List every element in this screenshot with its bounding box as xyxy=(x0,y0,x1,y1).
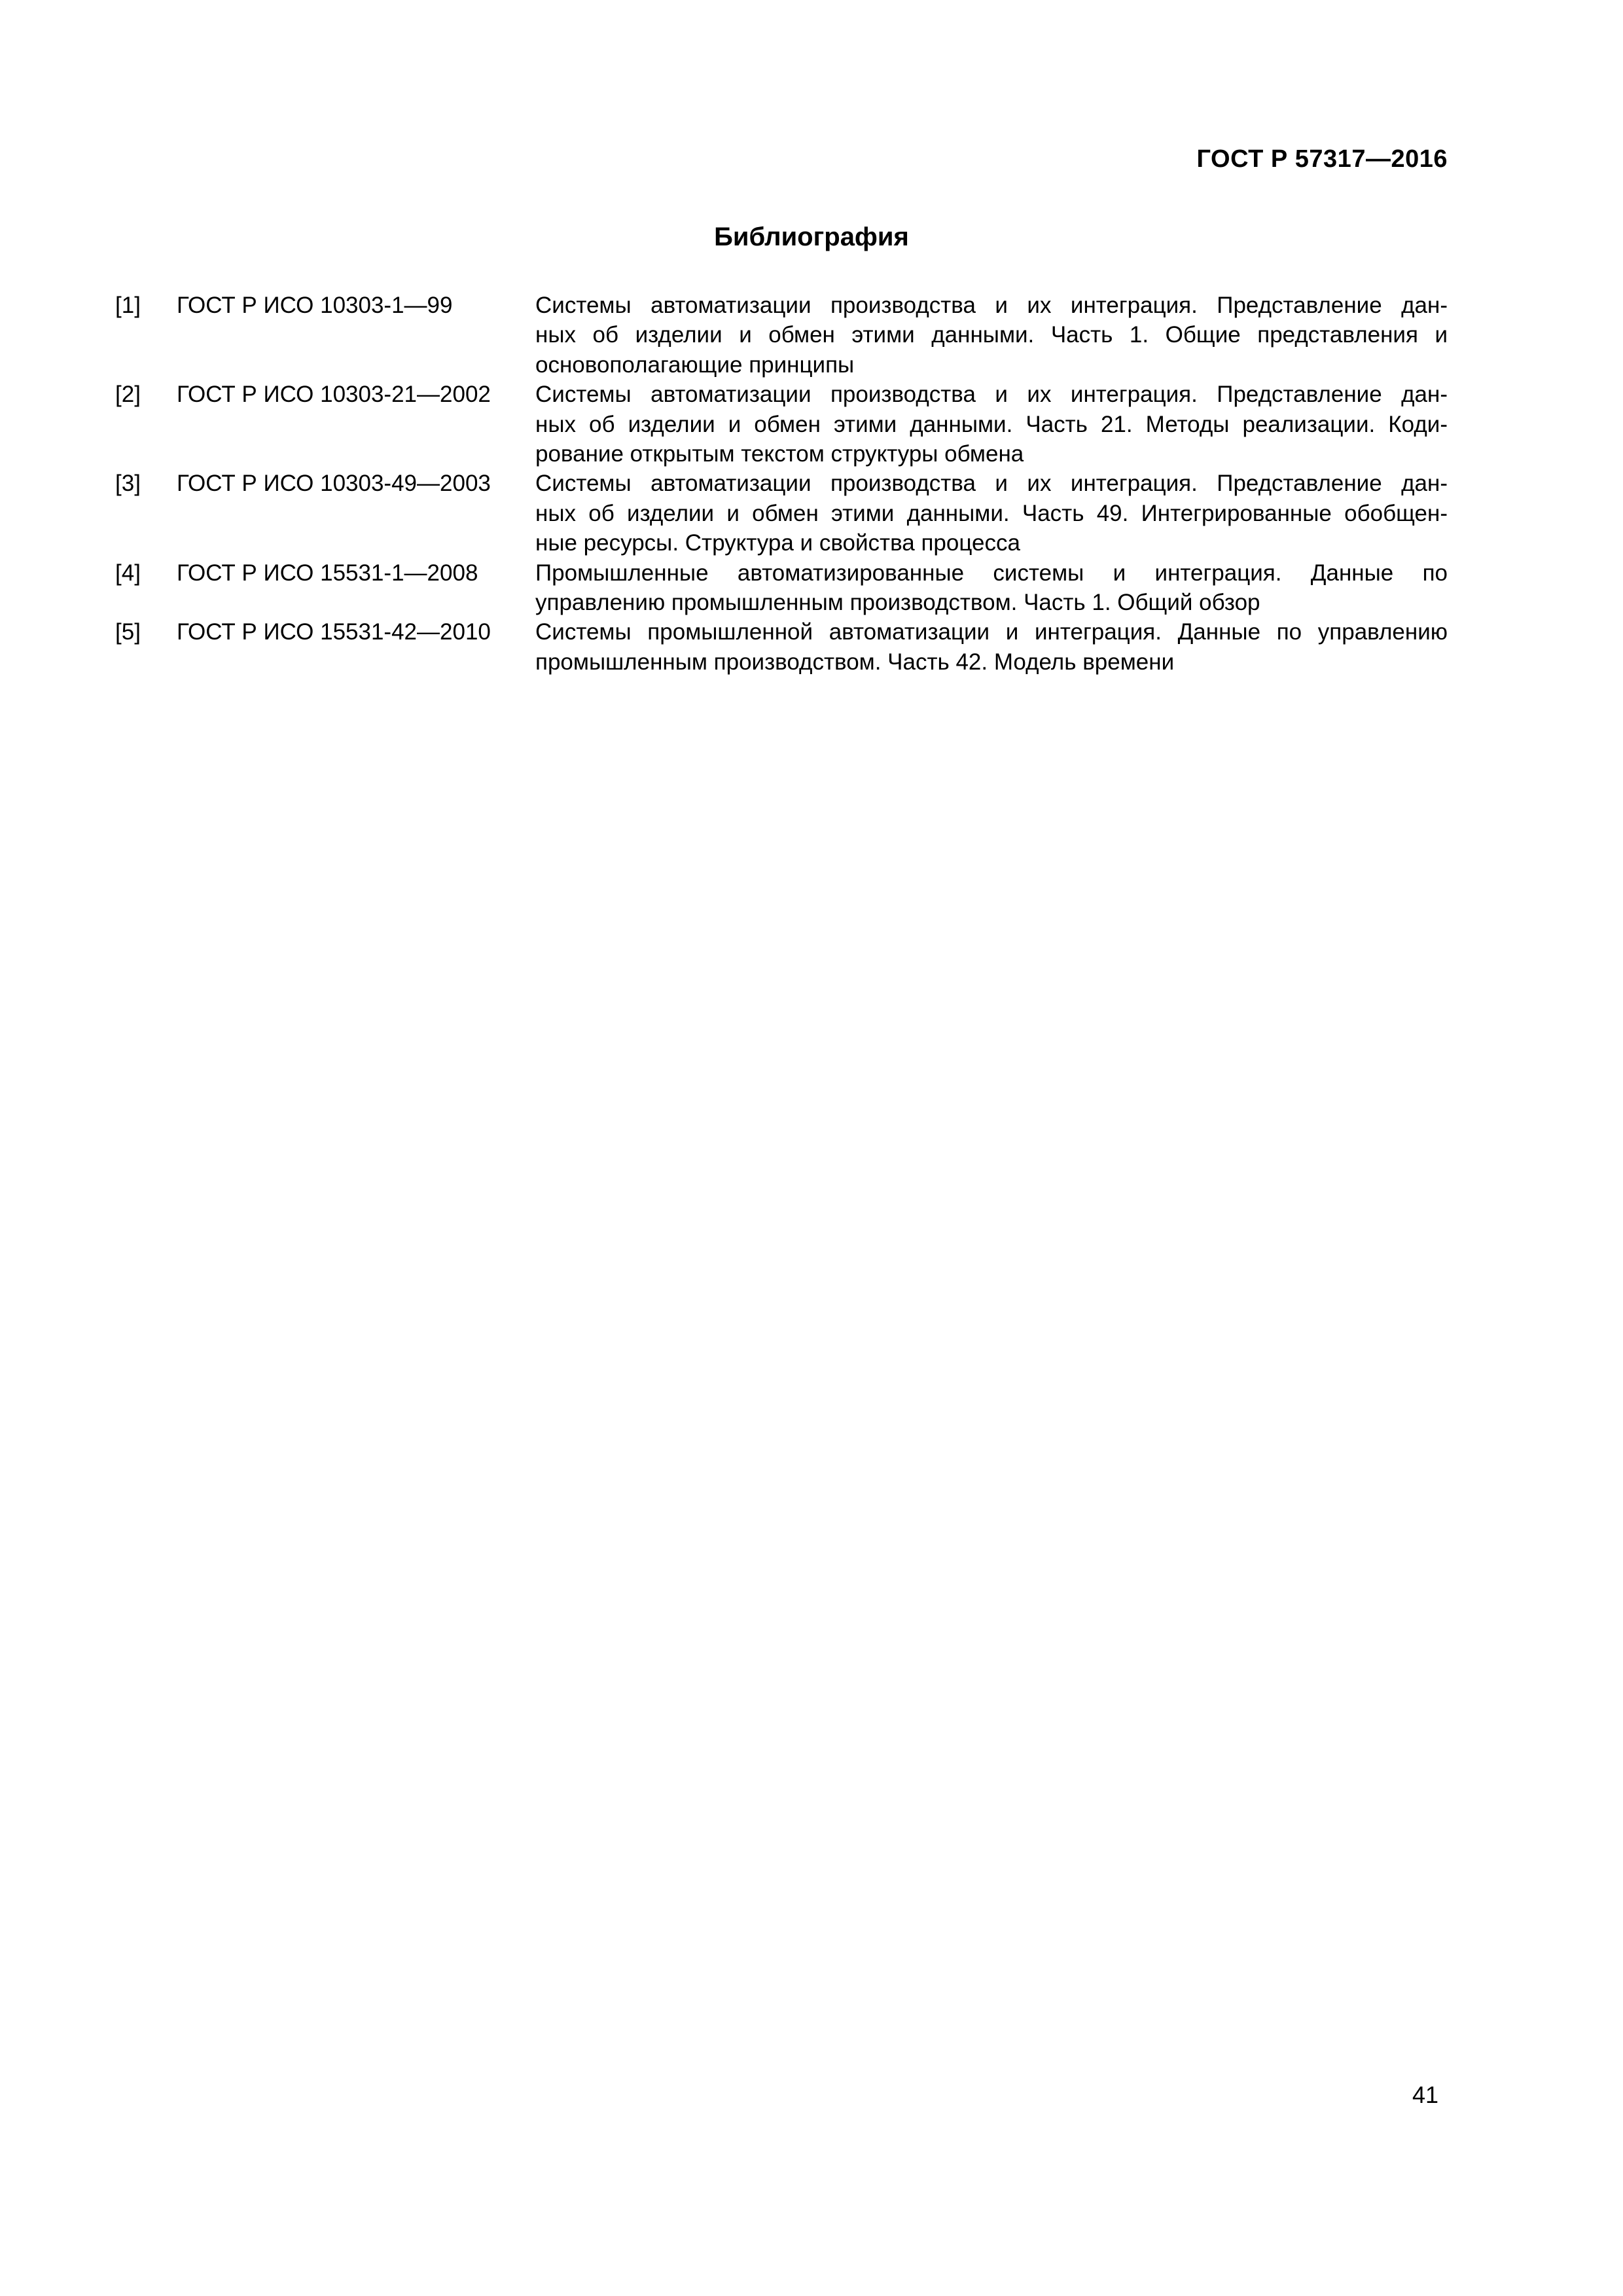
entry-number: [4] xyxy=(115,560,141,586)
entry-title xyxy=(535,380,1448,469)
entry-title-line: Промышленные автоматизированные системы и интеграция. Данные по xyxy=(535,560,1448,586)
entry-standard-code: ГОСТ Р ИСО 10303-49—2003 xyxy=(177,471,491,497)
entry-title xyxy=(535,617,1448,677)
page-title: Библиография xyxy=(714,223,909,251)
bibliography-entry xyxy=(115,558,1448,618)
entry-number: [1] xyxy=(115,293,141,318)
entry-title-line: ных об изделии и обмен этими данными. Часть 49. Интегрированные обобщен- xyxy=(535,500,1448,526)
bibliography-list xyxy=(115,291,1448,677)
entry-number: [5] xyxy=(115,619,141,645)
page-number: 41 xyxy=(1412,2081,1438,2108)
entry-number: [2] xyxy=(115,382,141,408)
entry-title-line: Системы промышленной автоматизации и интеграция. Данные по управлению xyxy=(535,619,1448,645)
entry-title-line: Системы автоматизации производства и их интеграция. Представление дан- xyxy=(535,293,1448,318)
document-header-standard-id: ГОСТ Р 57317—2016 xyxy=(1196,145,1448,173)
bibliography-entry xyxy=(115,469,1448,558)
entry-standard-code: ГОСТ Р ИСО 10303-21—2002 xyxy=(177,382,491,408)
entry-title-line: Системы автоматизации производства и их интеграция. Представление дан- xyxy=(535,471,1448,497)
entry-title-line: ных об изделии и обмен этими данными. Часть 21. Методы реализации. Коди- xyxy=(535,411,1448,437)
bibliography-entry xyxy=(115,617,1448,677)
entry-title-line: Системы автоматизации производства и их интеграция. Представление дан- xyxy=(535,382,1448,408)
entry-standard-code: ГОСТ Р ИСО 15531-1—2008 xyxy=(177,560,478,586)
entry-title-line: ные ресурсы. Структура и свойства процесса xyxy=(535,530,1020,556)
entry-standard-code: ГОСТ Р ИСО 15531-42—2010 xyxy=(177,619,491,645)
entry-title xyxy=(535,558,1448,618)
entry-title xyxy=(535,469,1448,558)
bibliography-entry xyxy=(115,291,1448,380)
entry-title xyxy=(535,291,1448,380)
entry-title-line: основополагающие принципы xyxy=(535,351,855,378)
entry-title-line: ных об изделии и обмен этими данными. Часть 1. Общие представления и xyxy=(535,322,1448,348)
entry-number: [3] xyxy=(115,471,141,497)
bibliography-entry xyxy=(115,380,1448,469)
entry-standard-code: ГОСТ Р ИСО 10303-1—99 xyxy=(177,293,453,318)
entry-title-line: промышленным производством. Часть 42. Модель времени xyxy=(535,649,1175,675)
entry-title-line: рование открытым текстом структуры обмена xyxy=(535,441,1024,467)
entry-title-line: управлению промышленным производством. Часть 1. Общий обзор xyxy=(535,590,1260,616)
